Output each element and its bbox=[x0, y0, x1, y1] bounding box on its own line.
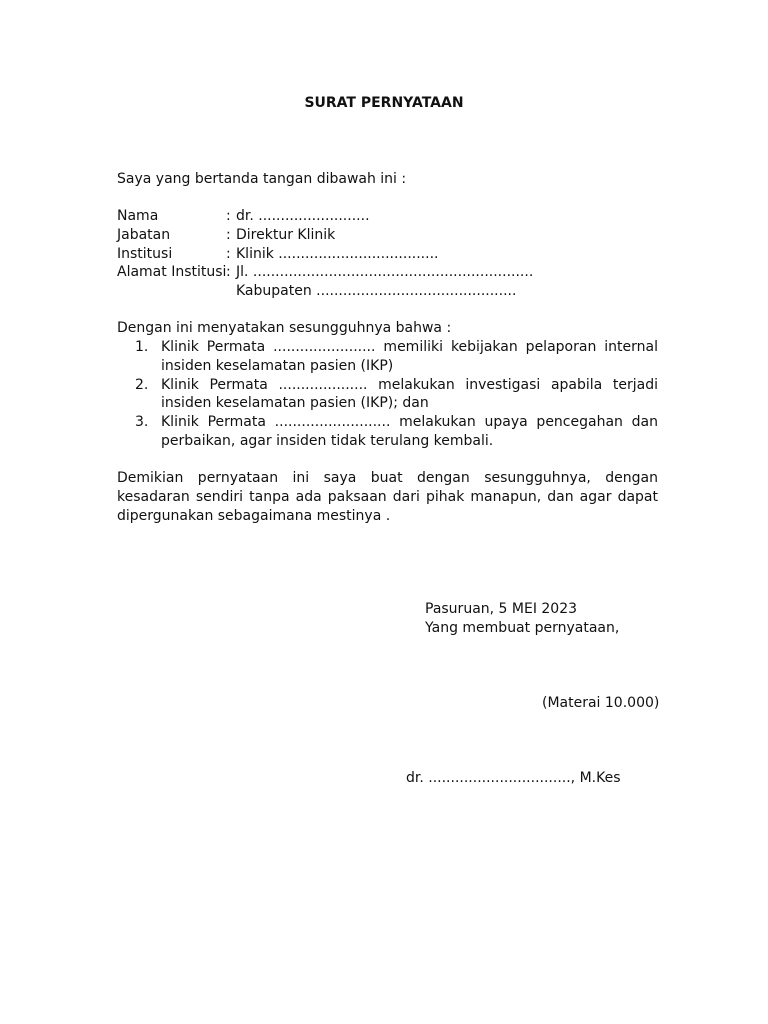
statement-intro: Dengan ini menyatakan sesungguhnya bahwa : bbox=[117, 320, 452, 336]
field-value: Jl. ............................................................... bbox=[236, 264, 534, 281]
list-item bbox=[117, 376, 658, 414]
list-number: 1. bbox=[135, 339, 149, 355]
identity-fields bbox=[117, 207, 533, 301]
document-title: SURAT PERNYATAAN bbox=[304, 95, 464, 111]
field-label: Institusi bbox=[117, 245, 173, 262]
field-separator: : bbox=[226, 245, 231, 262]
maker-label: Yang membuat pernyataan, bbox=[425, 620, 620, 636]
statement-list bbox=[117, 338, 658, 451]
field-value: Direktur Klinik bbox=[236, 226, 336, 243]
field-separator: : bbox=[226, 226, 231, 243]
field-label: Nama bbox=[117, 208, 159, 224]
field-label: Alamat Institusi bbox=[117, 264, 227, 281]
field-row-alamat bbox=[117, 263, 533, 282]
field-row-institusi bbox=[117, 245, 533, 264]
address-continuation: Kabupaten ............................................. bbox=[236, 283, 517, 300]
list-text: Klinik Permata .......................... melakukan upaya pencegahan dan perbaikan, agar insiden tidak terulang kembali. bbox=[161, 414, 658, 449]
field-value: Klinik .................................... bbox=[236, 245, 439, 262]
list-item bbox=[117, 338, 658, 376]
place-date: Pasuruan, 5 MEI 2023 bbox=[425, 601, 578, 617]
closing-paragraph: Demikian pernyataan ini saya buat dengan sesungguhnya, dengan kesadaran sendiri tanpa ada paksaan dari pihak manapun, dan agar dapat dipergunakan sebagaimana mestinya . bbox=[117, 470, 658, 524]
field-label: Jabatan bbox=[117, 226, 171, 243]
list-text: Klinik Permata ....................... memiliki kebijakan pelaporan internal insiden keselamatan pasien (IKP) bbox=[161, 339, 658, 374]
list-item bbox=[117, 413, 658, 451]
field-row-jabatan bbox=[117, 226, 533, 245]
signer-name: dr. ................................, M.Kes bbox=[406, 770, 621, 786]
list-text: Klinik Permata .................... melakukan investigasi apabila terjadi insiden keselamatan pasien (IKP); dan bbox=[161, 376, 658, 412]
list-number: 2. bbox=[135, 376, 149, 393]
field-separator: : bbox=[226, 208, 231, 224]
list-number: 3. bbox=[135, 414, 149, 431]
field-value: dr. ......................... bbox=[236, 208, 370, 224]
intro-text: Saya yang bertanda tangan dibawah ini : bbox=[117, 171, 407, 187]
field-separator: : bbox=[226, 264, 231, 281]
stamp-note: (Materai 10.000) bbox=[542, 695, 660, 711]
field-row-nama bbox=[117, 207, 533, 226]
